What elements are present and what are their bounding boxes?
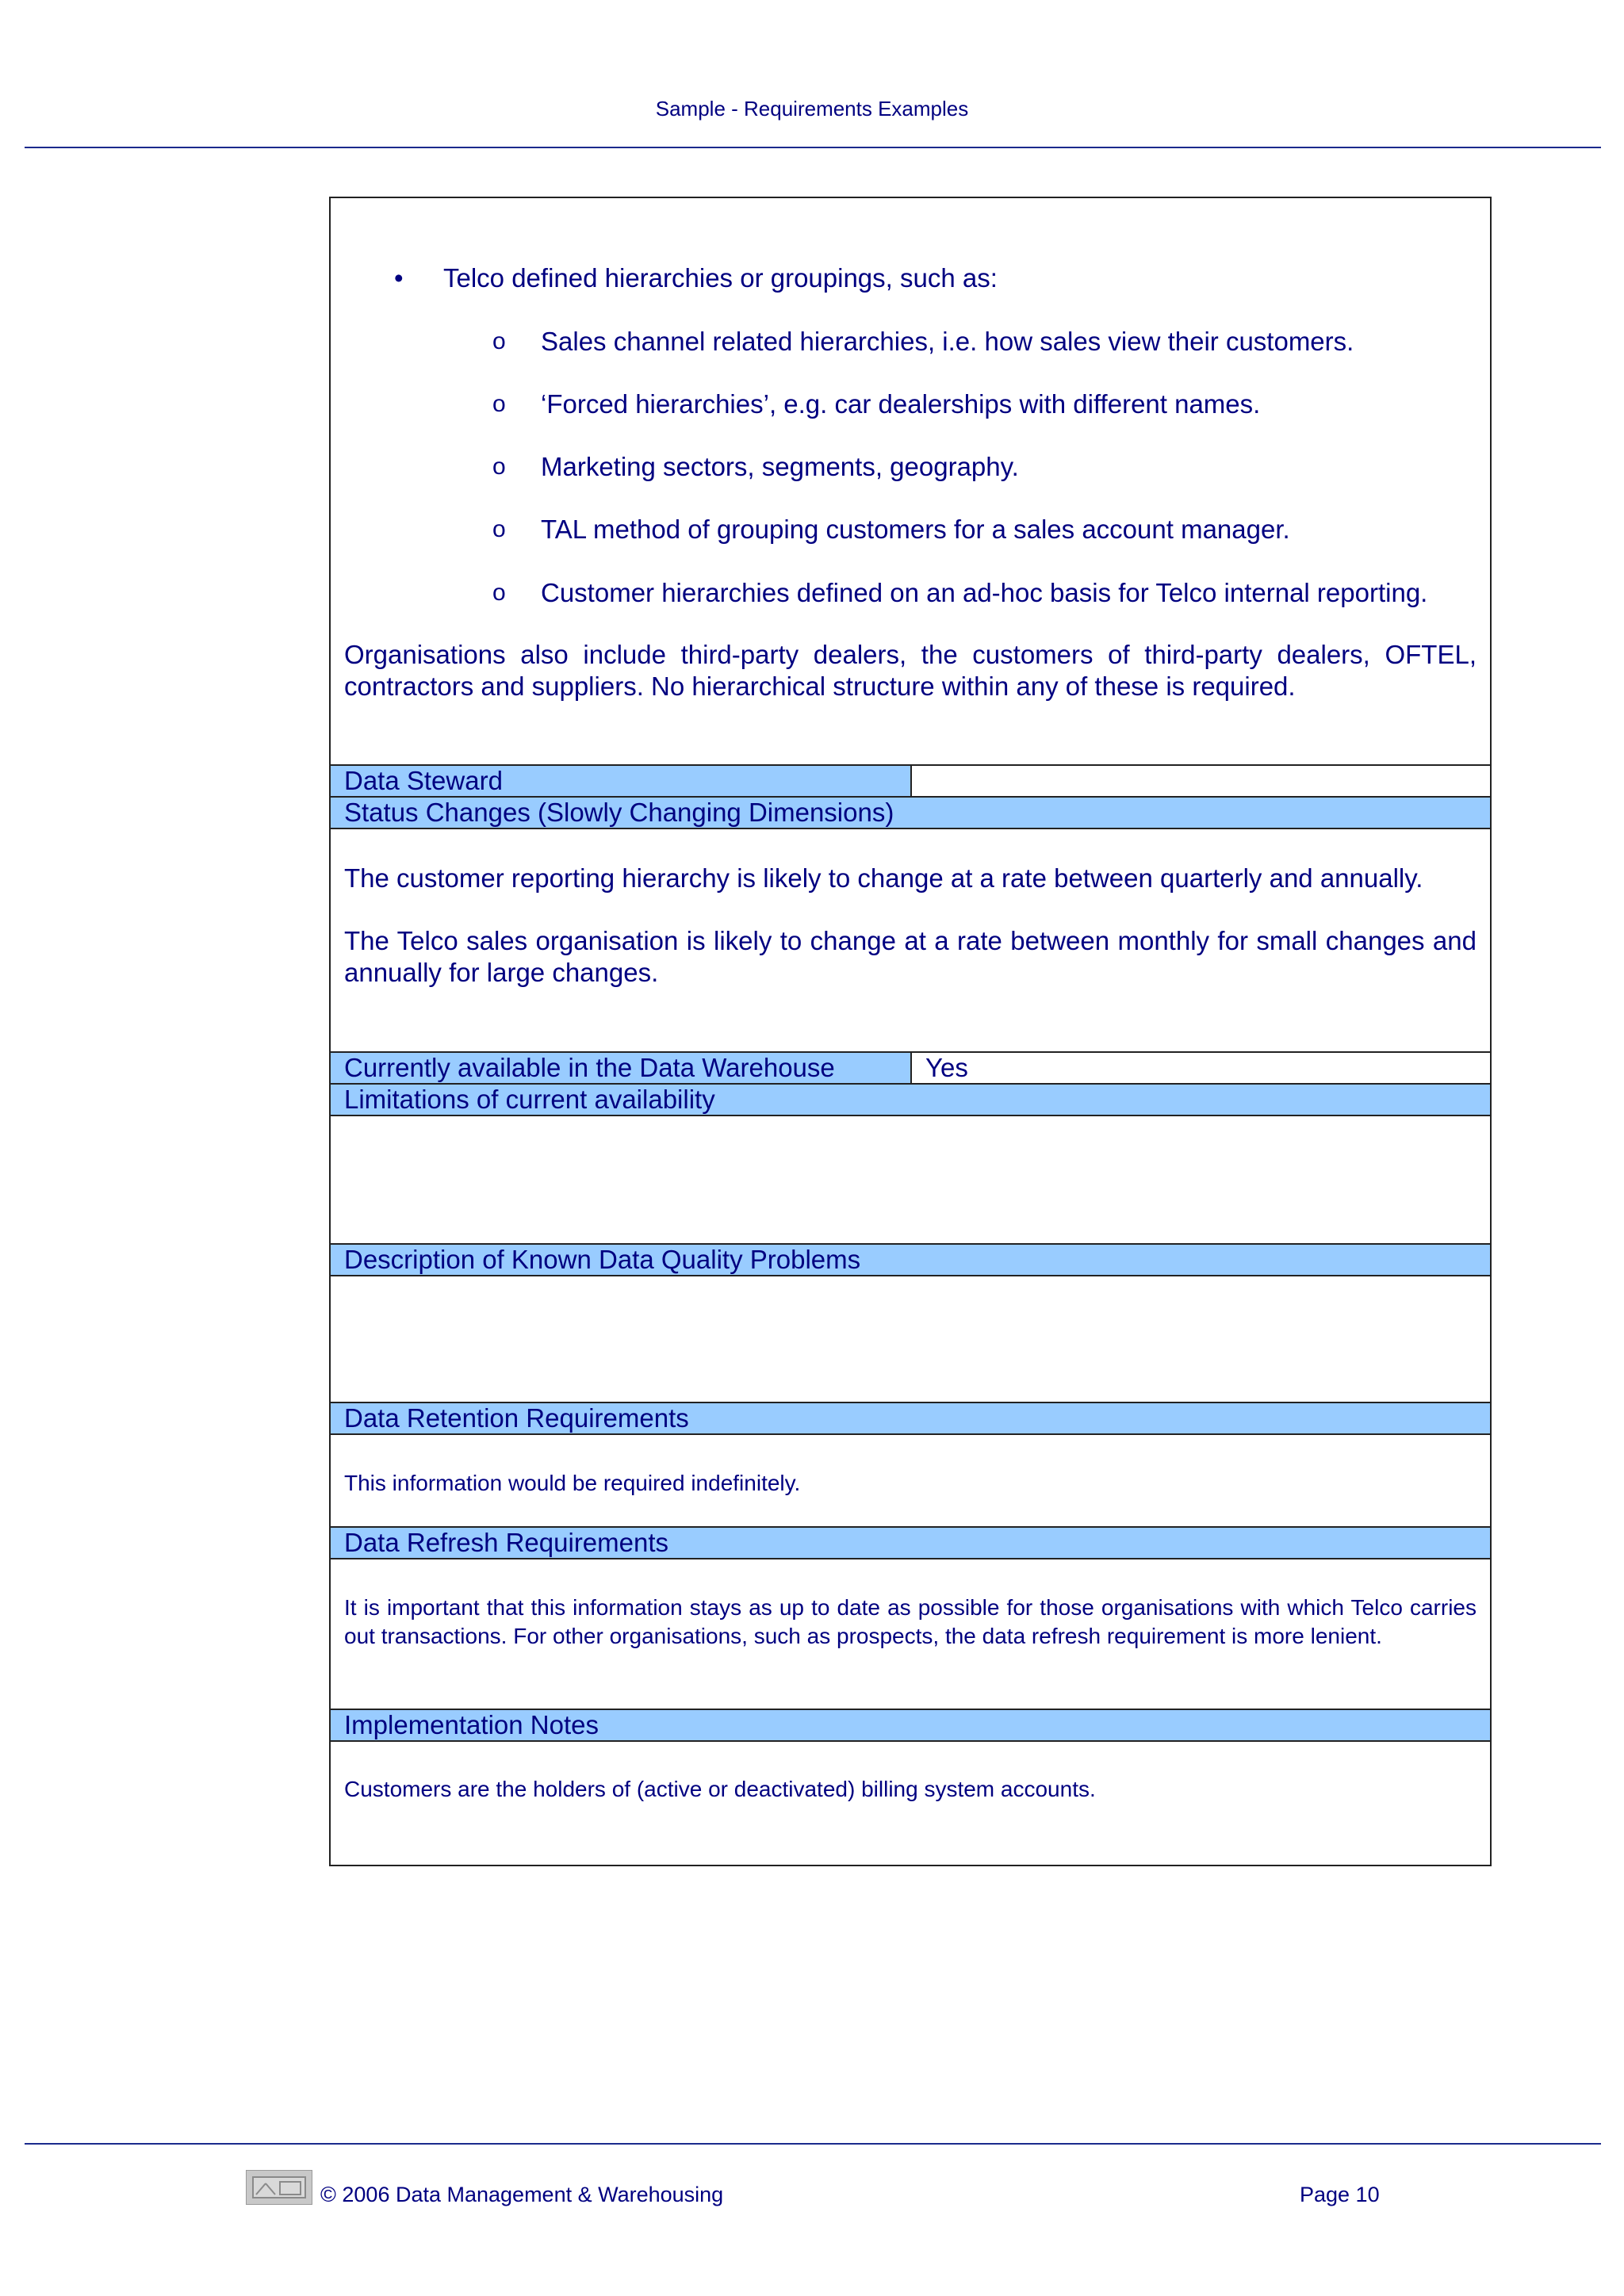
data-steward-label: Data Steward [331, 766, 910, 796]
sub-bullet-item: TAL method of grouping customers for a sales account manager. [541, 515, 1290, 544]
sub-bullet-marker: o [492, 328, 506, 354]
footer-copyright: © 2006 Data Management & Warehousing [320, 2183, 724, 2206]
sub-bullet-item: Sales channel related hierarchies, i.e. how sales view their customers. [541, 327, 1354, 356]
bullet-text: Telco defined hierarchies or groupings, such as: [443, 263, 998, 293]
data-steward-row [331, 764, 1490, 798]
header-rule [25, 147, 1601, 148]
implementation-notes-header: Implementation Notes [331, 1709, 1490, 1742]
availability-label: Currently available in the Data Warehouse [331, 1053, 910, 1083]
requirements-table [329, 197, 1492, 1866]
implementation-notes-text: Customers are the holders of (active or deactivated) billing system accounts. [344, 1777, 1096, 1801]
sub-bullet-marker: o [492, 580, 506, 606]
sub-bullet-marker: o [492, 453, 506, 480]
data-refresh-text: It is important that this information stays as up to date as possible for those organisations with which Telco carries out transactions. For other organisations, such as prospects, the data refresh requirement is more lenient. [344, 1595, 1477, 1648]
status-changes-paragraph-1: The customer reporting hierarchy is likely to change at a rate between quarterly and annually. [344, 863, 1423, 893]
sub-bullet-item: Marketing sectors, segments, geography. [541, 452, 1019, 481]
data-retention-text: This information would be required indefinitely. [344, 1471, 801, 1495]
data-refresh-header: Data Refresh Requirements [331, 1526, 1490, 1559]
availability-row [331, 1051, 1490, 1085]
sub-bullet-marker: o [492, 391, 506, 417]
sub-bullet-marker: o [492, 516, 506, 542]
data-quality-header: Description of Known Data Quality Problems [331, 1243, 1490, 1276]
status-changes-paragraph-2: The Telco sales organisation is likely to change at a rate between monthly for small changes and annually for large changes. [344, 926, 1477, 987]
bullet-marker: • [394, 263, 404, 293]
status-changes-header: Status Changes (Slowly Changing Dimensions) [331, 796, 1490, 829]
page-header-title: Sample - Requirements Examples [655, 97, 969, 121]
availability-value: Yes [910, 1053, 1490, 1083]
data-retention-header: Data Retention Requirements [331, 1402, 1490, 1435]
footer-rule [25, 2143, 1601, 2145]
sub-bullet-item: ‘Forced hierarchies’, e.g. car dealerships with different names. [541, 389, 1261, 419]
sub-bullet-item: Customer hierarchies defined on an ad-hoc basis for Telco internal reporting. [541, 578, 1428, 607]
data-steward-value [910, 766, 1490, 796]
footer-page-number: Page 10 [1300, 2183, 1380, 2206]
limitations-header: Limitations of current availability [331, 1083, 1490, 1116]
organisations-paragraph: Organisations also include third-party dealers, the customers of third-party dealers, OFTEL, contractors and suppliers. No hierarchical structure within any of these is required. [344, 640, 1477, 701]
company-logo-icon [246, 2170, 312, 2205]
